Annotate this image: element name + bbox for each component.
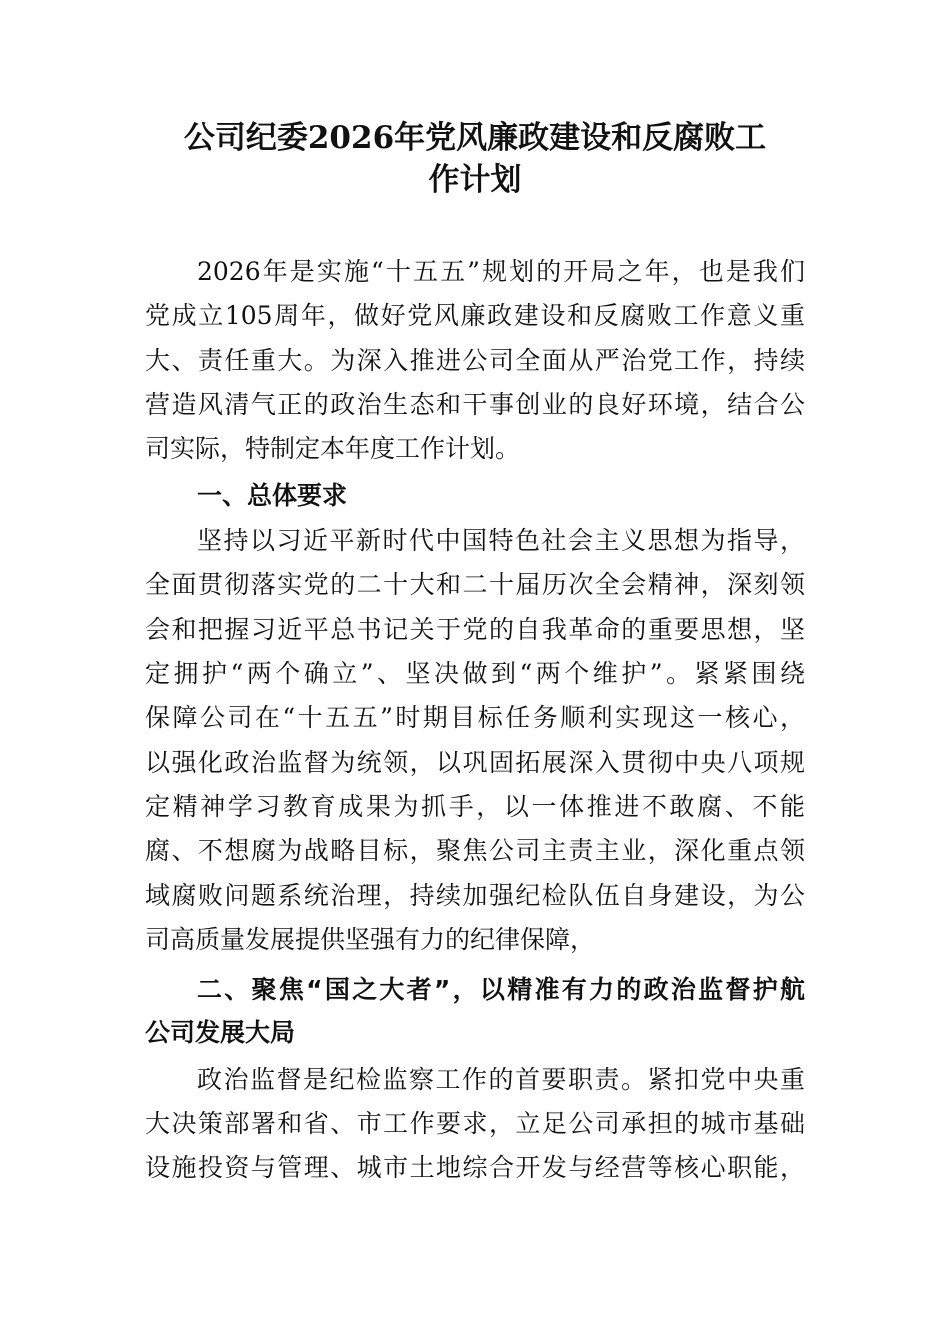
section-1-line: 定精神学习教育成果为抓手，以一体推进不敢腐、不能 — [145, 792, 805, 821]
section-1-line: 以强化政治监督为统领，以巩固拓展深入贯彻中央八项规 — [145, 748, 805, 777]
section-1-line: 全面贯彻落实党的二十大和二十届历次全会精神，深刻领 — [145, 570, 805, 599]
section-1-line: 定拥护“两个确立”、坚决做到“两个维护”。紧紧围绕 — [145, 659, 805, 688]
document-title-line-1: 公司纪委2026年党风廉政建设和反腐败工 — [183, 120, 767, 156]
section-2-line: 政治监督是纪检监察工作的首要职责。紧扣党中央重 — [197, 1065, 805, 1094]
section-1-line: 坚持以习近平新时代中国特色社会主义思想为指导， — [197, 526, 805, 555]
section-1-line: 司高质量发展提供坚强有力的纪律保障， — [145, 925, 596, 954]
section-1-line: 腐、不想腐为战略目标，聚焦公司主责主业，深化重点领 — [145, 836, 805, 865]
section-2-line: 大决策部署和省、市工作要求，立足公司承担的城市基础 — [145, 1109, 805, 1138]
section-2-line: 设施投资与管理、城市土地综合开发与经营等核心职能， — [145, 1153, 805, 1182]
section-1-line: 会和把握习近平总书记关于党的自我革命的重要思想，坚 — [145, 615, 805, 644]
section-2-heading-line-2: 公司发展大局 — [145, 1018, 296, 1047]
section-2-heading-line-1: 二、聚焦“国之大者”，以精准有力的政治监督护航 — [197, 975, 805, 1004]
intro-line: 党成立105周年，做好党风廉政建设和反腐败工作意义重 — [145, 301, 805, 330]
section-1-line: 域腐败问题系统治理，持续加强纪检队伍自身建设，为公 — [145, 881, 805, 910]
section-1-heading: 一、总体要求 — [197, 481, 348, 510]
intro-line: 司实际，特制定本年度工作计划。 — [145, 434, 521, 463]
intro-line: 营造风清气正的政治生态和干事创业的良好环境，结合公 — [145, 390, 805, 419]
section-1-line: 保障公司在“十五五”时期目标任务顺利实现这一核心， — [145, 703, 805, 732]
document-title-line-2: 作计划 — [428, 162, 522, 198]
intro-line: 2026年是实施“十五五”规划的开局之年，也是我们 — [197, 257, 805, 286]
intro-line: 大、责任重大。为深入推进公司全面从严治党工作，持续 — [145, 346, 805, 375]
